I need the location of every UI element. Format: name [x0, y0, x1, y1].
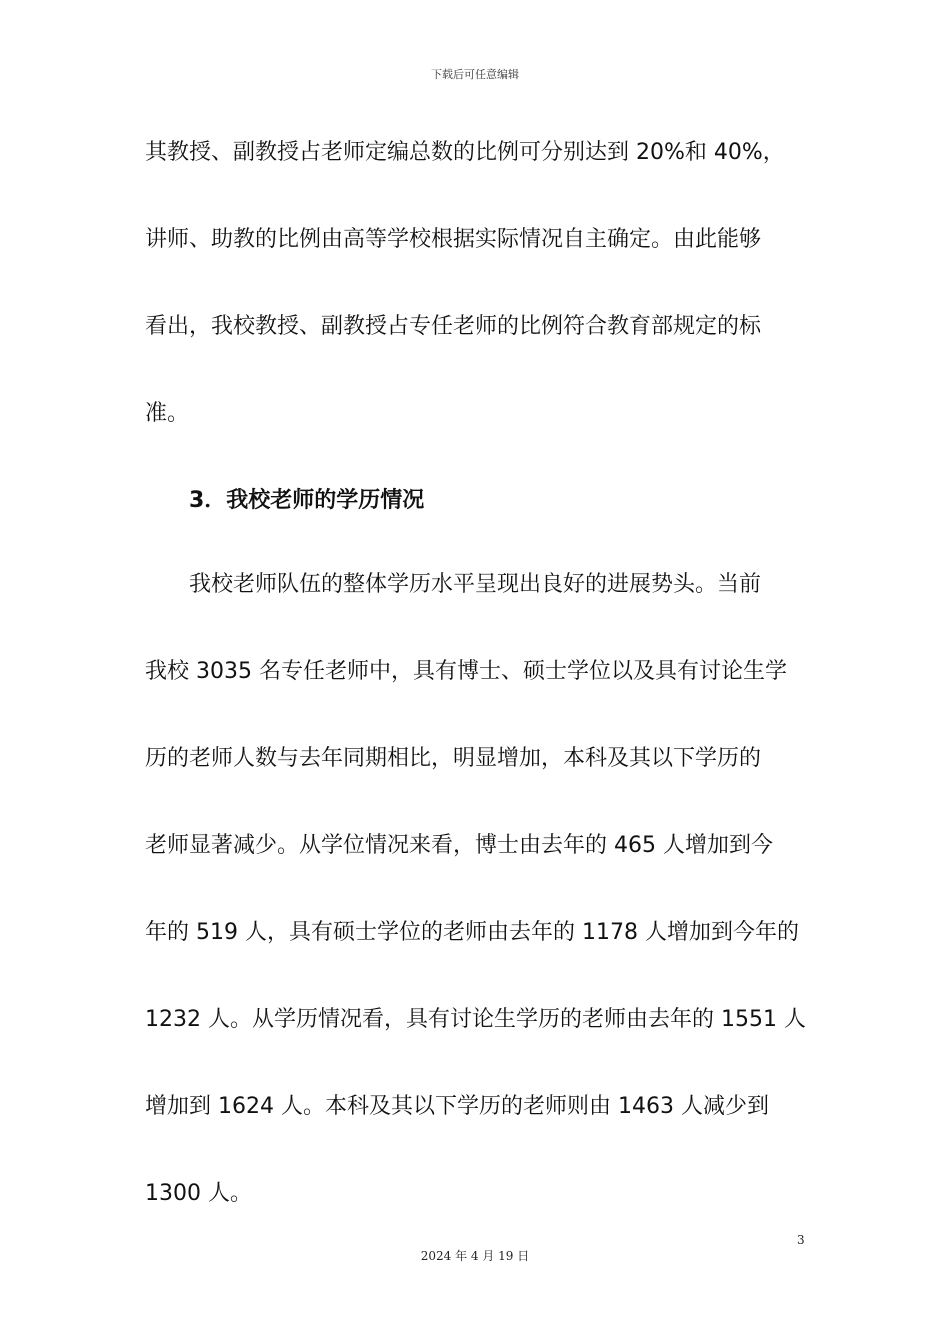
- paragraph-line: 讲师、助教的比例由高等学校根据实际情况自主确定。由此能够: [145, 227, 762, 252]
- paragraph-line: 1300 人。: [145, 1181, 252, 1206]
- paragraph-line: 其教授、副教授占老师定编总数的比例可分别达到 20%和 40%，: [145, 140, 785, 165]
- paragraph-line: 看出，我校教授、副教授占专任老师的比例符合教育部规定的标: [145, 314, 762, 339]
- paragraph-line: 准。: [145, 401, 190, 426]
- footer-date: 2024 年 4 月 19 日: [420, 1249, 530, 1263]
- paragraph-line: 1232 人。从学历情况看，具有讨论生学历的老师由去年的 1551 人: [145, 1007, 806, 1032]
- section-heading: 3．我校老师的学历情况: [189, 488, 425, 513]
- paragraph-line: 我校 3035 名专任老师中，具有博士、硕士学位以及具有讨论生学: [145, 659, 787, 684]
- paragraph-line: 历的老师人数与去年同期相比，明显增加，本科及其以下学历的: [145, 746, 762, 771]
- header-note: 下载后可任意编辑: [431, 68, 519, 81]
- paragraph-line: 我校老师队伍的整体学历水平呈现出良好的进展势头。当前: [189, 572, 762, 597]
- paragraph-line: 老师显著减少。从学位情况来看，博士由去年的 465 人增加到今: [145, 833, 773, 858]
- page-number: 3: [797, 1233, 805, 1247]
- paragraph-line: 年的 519 人，具有硕士学位的老师由去年的 1178 人增加到今年的: [145, 920, 799, 945]
- paragraph-line: 增加到 1624 人。本科及其以下学历的老师则由 1463 人减少到: [145, 1094, 769, 1119]
